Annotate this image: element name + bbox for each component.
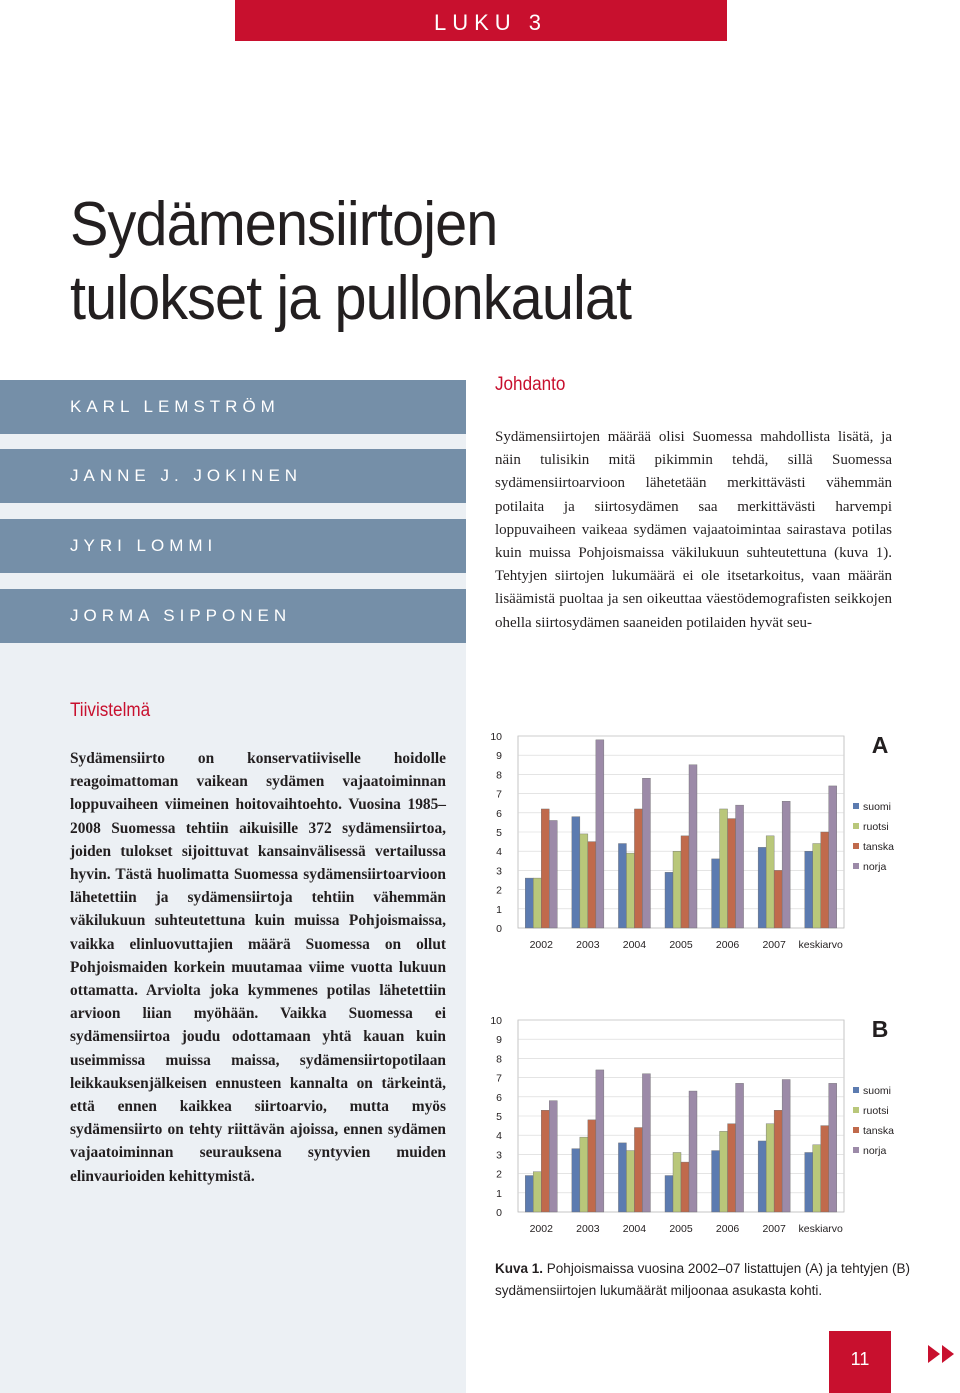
- y-tick-label: 8: [496, 1053, 502, 1066]
- bar-norja: [596, 740, 604, 928]
- intro-heading: Johdanto: [495, 374, 566, 395]
- bar-tanska: [774, 1110, 782, 1212]
- y-tick-label: 1: [496, 1187, 502, 1200]
- bar-norja: [782, 1080, 790, 1212]
- page-number: 11: [850, 1349, 870, 1369]
- bar-suomi: [572, 1149, 580, 1212]
- bar-tanska: [681, 836, 689, 928]
- x-tick-label: 2007: [762, 939, 786, 951]
- bar-ruotsi: [766, 836, 774, 928]
- y-tick-label: 3: [496, 1149, 502, 1162]
- x-tick-label: 2007: [762, 1223, 786, 1235]
- bar-tanska: [634, 1128, 642, 1212]
- intro-text: Sydämensiirtojen määrää olisi Suomessa mahdollista lisätä, ja näin tulisikin mitä pikimmin tehdä, sillä Suomessa sydämensiirtoarvioon lähetetään merkittävästi vähemmän potilaita ja siirtosydämen saa merkittävästi harvempi loppuvaiheen vaikeaa sydämen vajaatoimintaa sairastava potilas kuin muissa Pohjoismaissa väkilukuun suhteutettuna (kuva 1). Tehtyjen siirtojen lukumäärä ei ole itsetarkoitus, vaan määrän lisäämistä puoltaa ja sen oikeuttaa väestödemografisten seikkojen ohella siirtosydämen saaneiden potilaiden hyvät seu-: [495, 429, 892, 631]
- title-line-2: tulokset ja pullonkaulat: [70, 264, 632, 333]
- bar-norja: [829, 786, 837, 928]
- bar-ruotsi: [626, 1151, 634, 1212]
- title-line-1: Sydämensiirtojen: [70, 190, 498, 259]
- bar-ruotsi: [580, 834, 588, 928]
- bar-norja: [782, 801, 790, 928]
- bar-norja: [596, 1070, 604, 1212]
- bar-norja: [549, 820, 557, 928]
- bar-tanska: [541, 1110, 549, 1212]
- x-tick-label: 2002: [529, 1223, 553, 1235]
- bar-suomi: [805, 1152, 813, 1212]
- author-2: JANNE J. JOKINEN: [0, 449, 466, 503]
- x-tick-label: 2004: [622, 939, 647, 951]
- bar-tanska: [728, 819, 736, 928]
- legend-label-tanska: tanska: [863, 1125, 894, 1137]
- bar-tanska: [774, 870, 782, 928]
- chapter-label: LUKU 3: [434, 10, 548, 35]
- bar-ruotsi: [813, 1145, 821, 1212]
- y-tick-label: 0: [496, 1207, 502, 1219]
- x-tick-label: 2005: [669, 1223, 693, 1235]
- bar-norja: [642, 778, 650, 928]
- y-tick-label: 0: [496, 923, 502, 935]
- bar-suomi: [805, 851, 813, 928]
- bar-suomi: [665, 1176, 673, 1212]
- legend-swatch-norja: [853, 863, 859, 869]
- bar-norja: [689, 1091, 697, 1212]
- figure-caption: [495, 1258, 915, 1302]
- bar-tanska: [821, 1126, 829, 1212]
- abstract-text: Sydämensiirto on konservatiiviselle hoidolle reagoimattoman vaikean sydämen vajaatoiminnan loppuvaiheen viimeinen hoitovaihtoehto. Vuosina 1985–2008 Suomessa tehtiin aikuisille 372 sydämensiirtoa, joiden tulokset sijoittuvat kansainvälisessä vertailussa hyvin. Tästä huolimatta Suomessa sydämensiirtoarvioon lähetettiin ja sydämensiirtoja tehtiin vähemmän väkilukuun suhteutettuna kuin muissa Pohjoismaissa, vaikka elinluovuttajien määrä Suomessa on ollut Pohjoismaiden korkein muutamaa viime vuotta lukuun ottamatta. Arviolta joka kymmenes potilas lähetettiin arvioon liian myöhään. Vaikka Suomessa ei sydämensiirtoa joudu odottamaan yhtä kauan kuin useimmissa muissa maissa, sydämensiirtopotilaan leikkauksenjälkeisen ennusteen kannalta on tärkeintä, että ennen kaikkea siirtoarvio, mutta myös sydämensiirto on tehty riittävän ajoissa, ennen sydämen vajaatoiminnan seurauksena syntyvien muiden elinvaurioiden kehittymistä.: [70, 750, 446, 1185]
- bar-tanska: [588, 1120, 596, 1212]
- x-tick-label: 2003: [576, 1223, 600, 1235]
- bar-suomi: [618, 844, 626, 928]
- x-tick-label: 2003: [576, 939, 600, 951]
- bar-suomi: [712, 859, 720, 928]
- legend-label-suomi: suomi: [863, 801, 892, 813]
- legend-label-ruotsi: ruotsi: [863, 1105, 889, 1117]
- bar-suomi: [525, 1176, 533, 1212]
- legend-swatch-ruotsi: [853, 823, 859, 829]
- legend-swatch-tanska: [853, 843, 859, 849]
- bar-tanska: [728, 1124, 736, 1212]
- bar-ruotsi: [766, 1124, 774, 1212]
- bar-norja: [736, 805, 744, 928]
- bar-ruotsi: [626, 853, 634, 928]
- caption-label: Kuva 1.: [495, 1261, 544, 1276]
- bar-suomi: [712, 1151, 720, 1212]
- bar-suomi: [525, 878, 533, 928]
- bar-tanska: [588, 842, 596, 928]
- double-arrow-right-icon[interactable]: [928, 1343, 958, 1365]
- bar-suomi: [758, 1141, 766, 1212]
- bar-ruotsi: [720, 1131, 728, 1212]
- chart-b: [480, 1006, 900, 1266]
- legend-label-ruotsi: ruotsi: [863, 821, 889, 833]
- y-tick-label: 10: [490, 731, 502, 743]
- abstract-heading: Tiivistelmä: [70, 700, 151, 721]
- y-tick-label: 4: [496, 1130, 502, 1143]
- y-tick-label: 1: [496, 903, 502, 916]
- y-tick-label: 9: [496, 750, 502, 763]
- y-tick-label: 4: [496, 846, 502, 859]
- bar-norja: [549, 1101, 557, 1212]
- bar-norja: [642, 1074, 650, 1212]
- chart-panel-label: B: [871, 1016, 889, 1042]
- chart-a: [480, 722, 900, 982]
- bar-tanska: [821, 832, 829, 928]
- bar-suomi: [618, 1143, 626, 1212]
- x-tick-label: 2006: [715, 939, 740, 951]
- author-1: KARL LEMSTRÖM: [0, 380, 466, 434]
- bar-ruotsi: [673, 1152, 681, 1212]
- x-tick-label: 2004: [622, 1223, 647, 1235]
- y-tick-label: 6: [496, 1091, 502, 1104]
- bar-norja: [736, 1083, 744, 1212]
- legend-label-norja: norja: [863, 861, 887, 873]
- y-tick-label: 3: [496, 865, 502, 878]
- y-tick-label: 5: [496, 1111, 502, 1123]
- bar-ruotsi: [720, 809, 728, 928]
- legend-swatch-suomi: [853, 803, 859, 809]
- y-tick-label: 7: [496, 788, 502, 801]
- author-3: JYRI LOMMI: [0, 519, 466, 573]
- legend-label-norja: norja: [863, 1145, 887, 1157]
- bar-suomi: [572, 817, 580, 928]
- legend-swatch-ruotsi: [853, 1107, 859, 1113]
- caption-text: Pohjoismaissa vuosina 2002–07 listattujen (A) ja tehtyjen (B) sydämensiirtojen lukumäärät miljoonaa asukasta kohti.: [495, 1261, 910, 1298]
- bar-ruotsi: [673, 851, 681, 928]
- bar-suomi: [665, 872, 673, 928]
- bar-suomi: [758, 847, 766, 928]
- y-tick-label: 9: [496, 1034, 502, 1047]
- y-tick-label: 7: [496, 1072, 502, 1085]
- x-tick-label: 2002: [529, 939, 553, 951]
- bar-tanska: [681, 1162, 689, 1212]
- x-tick-label: keskiarvo: [798, 939, 843, 951]
- y-tick-label: 2: [496, 1168, 502, 1181]
- author-4: JORMA SIPPONEN: [0, 589, 466, 643]
- y-tick-label: 6: [496, 807, 502, 820]
- bar-ruotsi: [813, 844, 821, 928]
- y-tick-label: 10: [490, 1015, 502, 1027]
- legend-swatch-tanska: [853, 1127, 859, 1133]
- legend-swatch-norja: [853, 1147, 859, 1153]
- x-tick-label: keskiarvo: [798, 1223, 843, 1235]
- bar-norja: [689, 765, 697, 928]
- y-tick-label: 5: [496, 827, 502, 839]
- y-tick-label: 2: [496, 884, 502, 897]
- chart-panel-label: A: [871, 732, 889, 758]
- x-tick-label: 2005: [669, 939, 693, 951]
- bar-ruotsi: [533, 1172, 541, 1212]
- page-title: [70, 188, 814, 336]
- legend-swatch-suomi: [853, 1087, 859, 1093]
- bar-ruotsi: [533, 878, 541, 928]
- y-tick-label: 8: [496, 769, 502, 782]
- x-tick-label: 2006: [715, 1223, 740, 1235]
- legend-label-suomi: suomi: [863, 1085, 892, 1097]
- bar-norja: [829, 1083, 837, 1212]
- bar-tanska: [541, 809, 549, 928]
- bar-ruotsi: [580, 1137, 588, 1212]
- legend-label-tanska: tanska: [863, 841, 894, 853]
- bar-tanska: [634, 809, 642, 928]
